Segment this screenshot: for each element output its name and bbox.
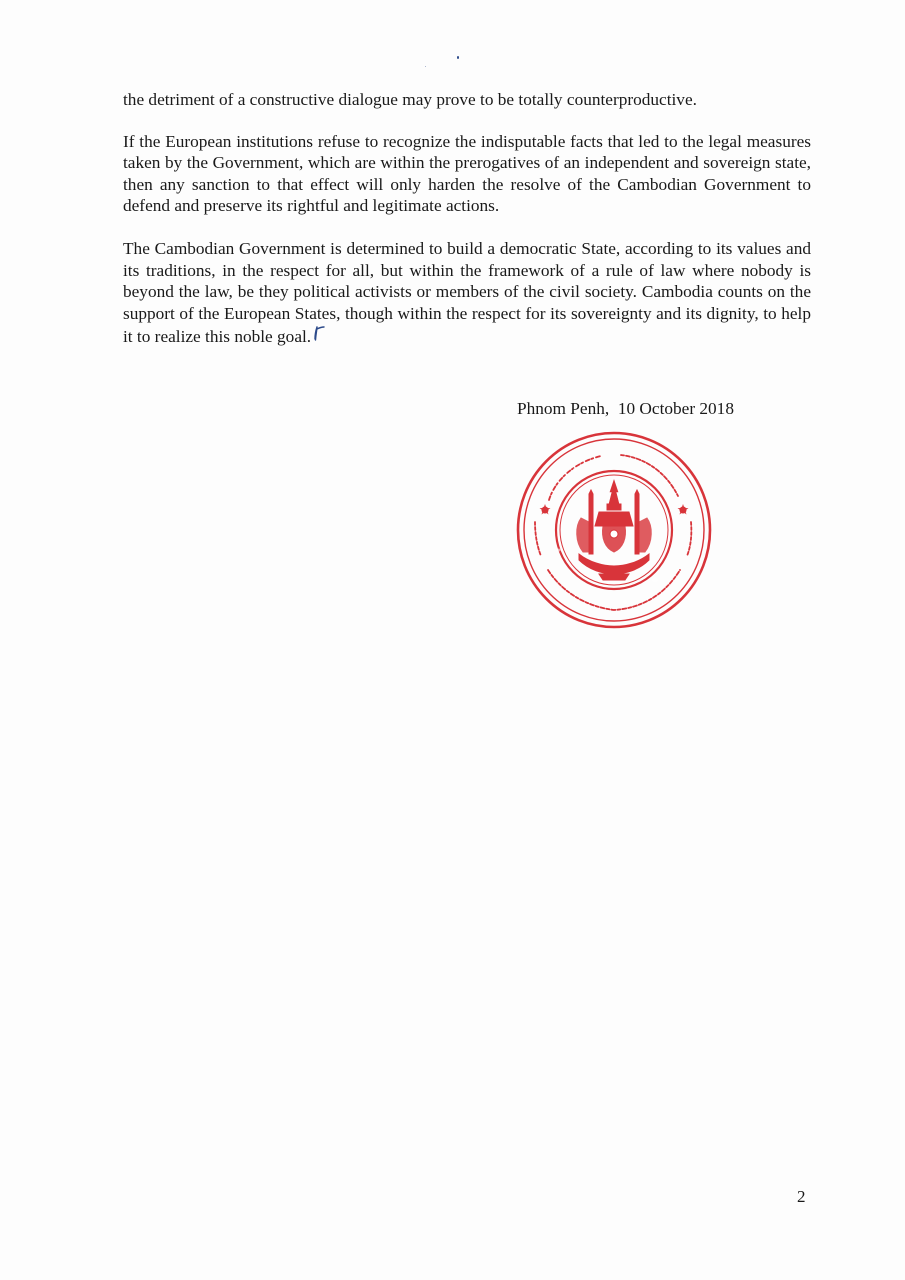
place-and-date: Phnom Penh, 10 October 2018 [517, 399, 734, 418]
paragraph-3-text: The Cambodian Government is determined to build a democratic State, according to its values and its traditions, in the respect for all, but within the framework of a rule of law where nobody is beyond the law, be they political activists or members of the civil society. Cambodia counts on the support of the European States, though within the respect for its sovereignty and its dignity, to help it to realize this noble goal. [123, 238, 811, 347]
paragraph-2: If the European institutions refuse to recognize the indisputable facts that led to the legal measures taken by the Government, which are within the prerogatives of an independent and sovereign state, then any sanction to that effect will only harden the resolve of the Cambodian Government to defend and preserve its rightful and legitimate actions. [123, 131, 811, 216]
paragraph-1: the detriment of a constructive dialogue may prove to be totally counterproductive. [123, 90, 697, 109]
official-seal [515, 430, 713, 630]
scan-speck [457, 56, 459, 59]
page-number: 2 [797, 1187, 806, 1206]
handwritten-initial-mark [312, 324, 326, 348]
paragraph-3 [123, 238, 811, 348]
scan-speck [425, 66, 426, 67]
letter-body [123, 89, 811, 369]
